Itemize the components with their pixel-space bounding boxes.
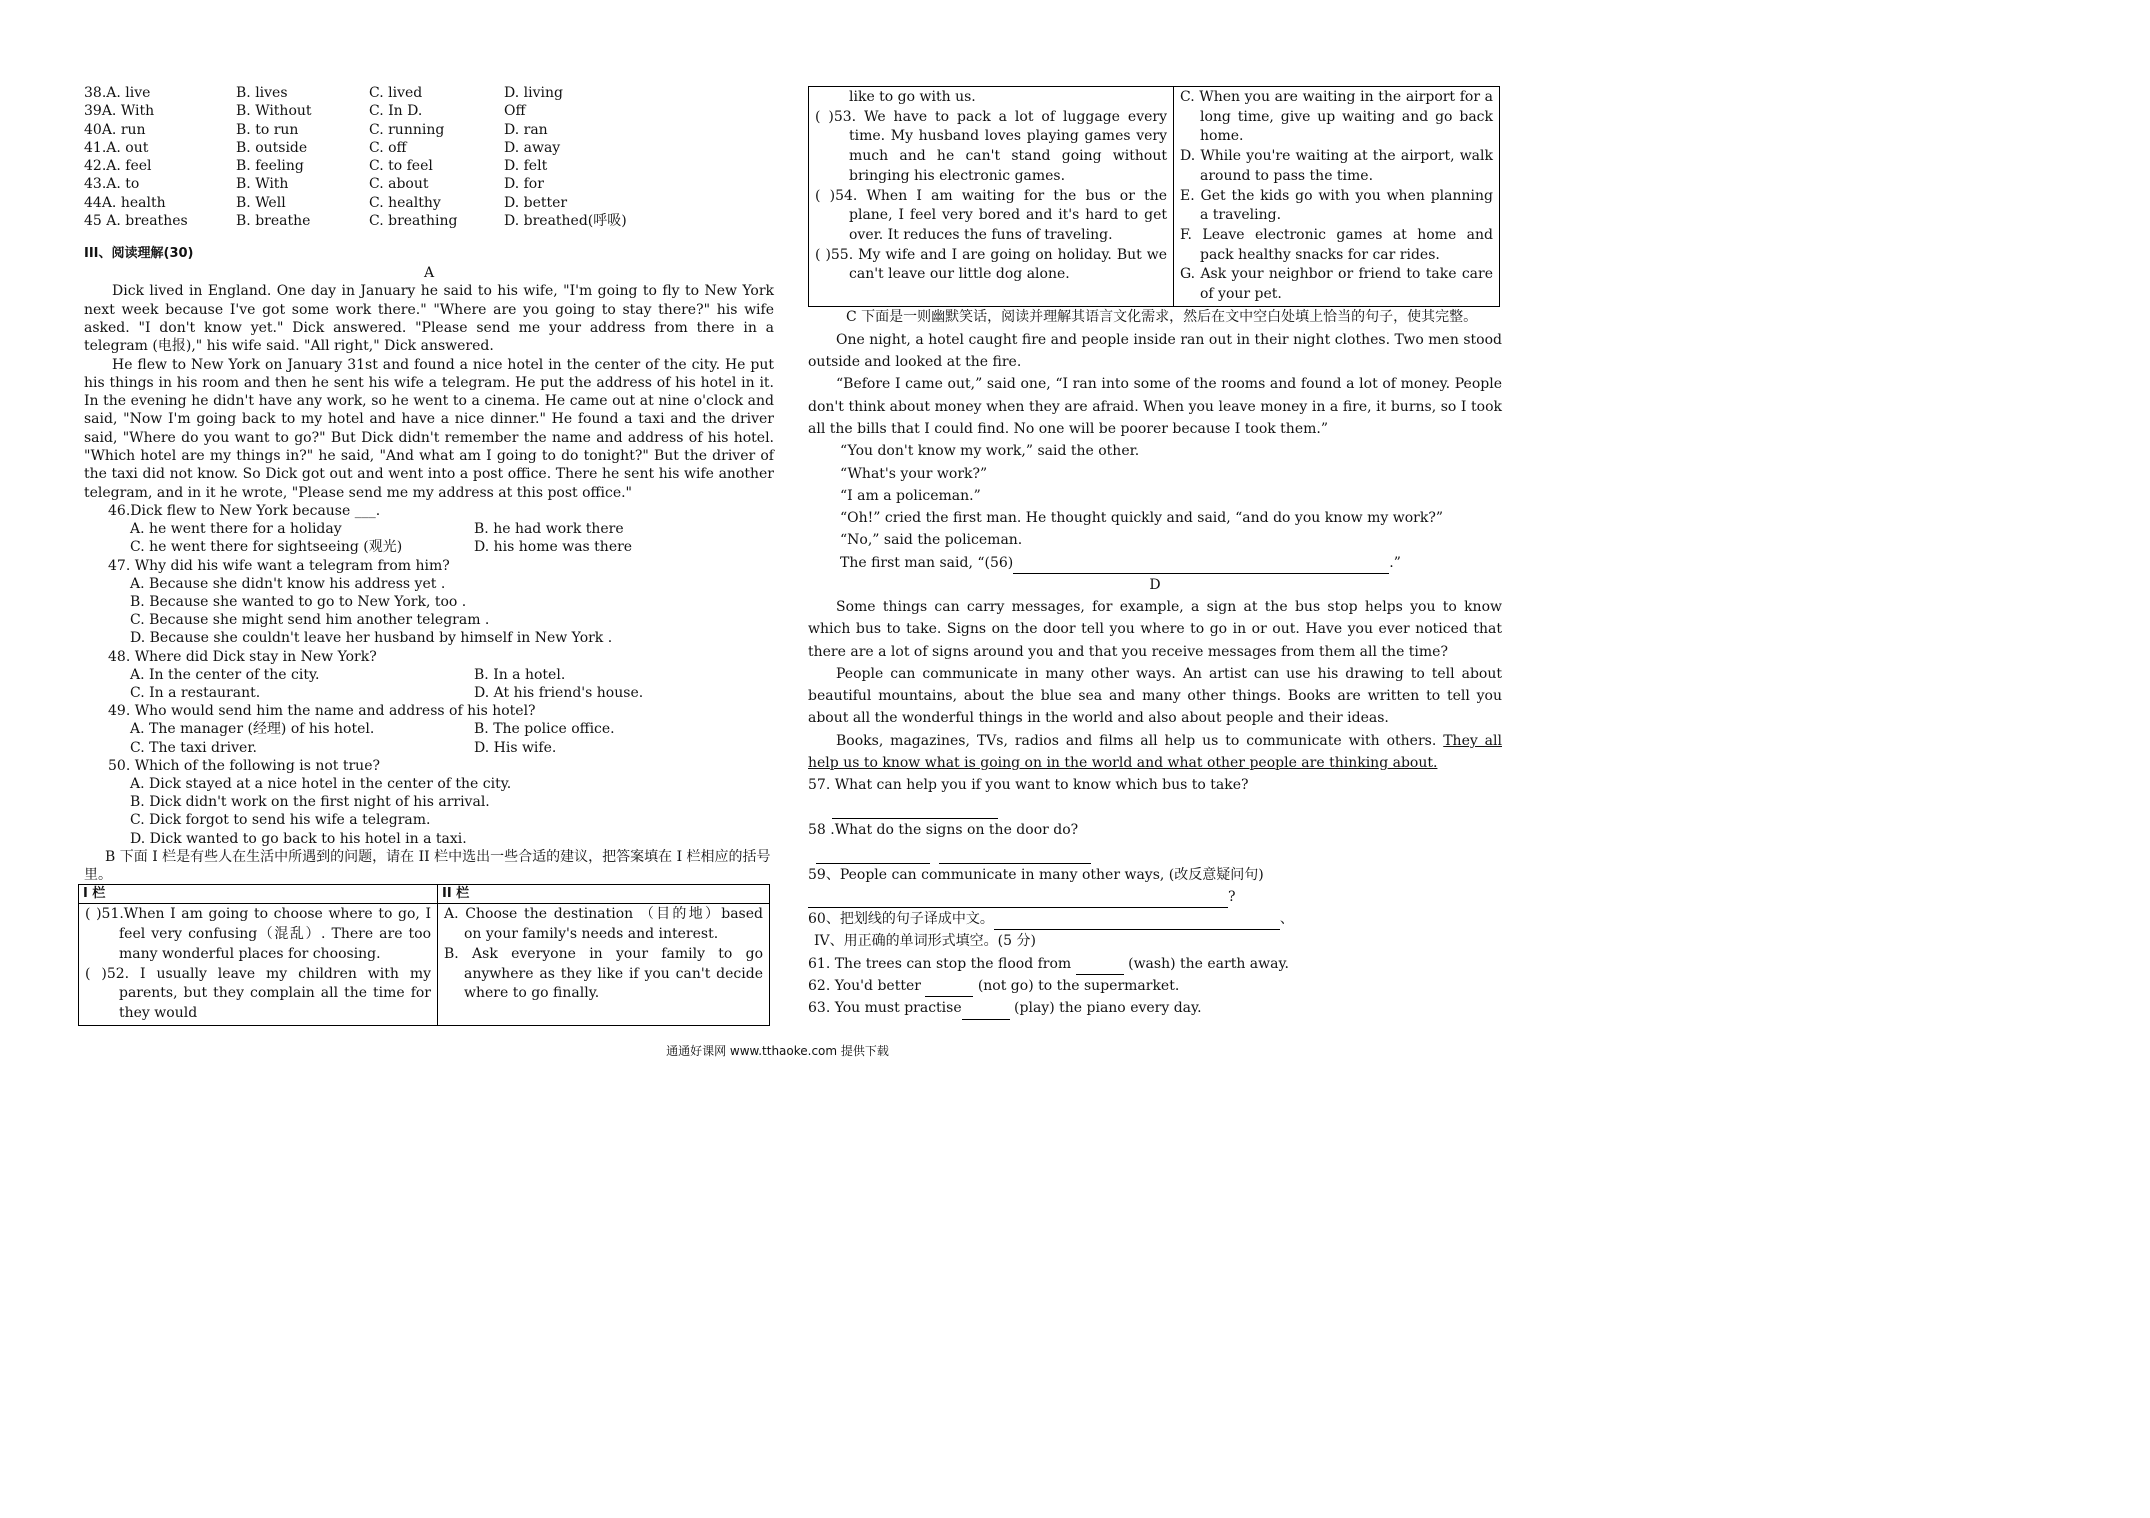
cloze-option: 39A. With (84, 103, 155, 120)
cloze-option: Off (504, 103, 526, 120)
passage-a-label: A (423, 265, 435, 282)
section-b-intro: B 下面 I 栏是有些人在生活中所遇到的问题，请在 II 栏中选出一些合适的建议，把答案填在 I 栏相应的括号里。 (84, 848, 771, 884)
question-60 (808, 908, 1502, 930)
section-c-paragraph: “What's your work?” (840, 465, 988, 482)
answer-57-line[interactable] (808, 797, 1502, 819)
cloze-option: C. off (369, 139, 407, 156)
cloze-option: D. for (504, 176, 544, 193)
option: A. he went there for a holiday (130, 521, 342, 538)
section3-title: III、阅读理解(30) (84, 246, 194, 262)
answer-56-suffix: .” (1389, 554, 1401, 571)
cloze-option: B. outside (236, 139, 308, 156)
option: A. Dick stayed at a nice hotel in the center of the city. (130, 775, 512, 792)
option: D. his home was there (474, 539, 633, 556)
cloze-option: C. about (369, 176, 429, 193)
fill-item (808, 975, 1502, 997)
advice-item: D. While you're waiting at the airport, walk around to pass the time. (1180, 148, 1493, 184)
cloze-option: C. healthy (369, 194, 441, 211)
section-c-paragraph: “I am a policeman.” (840, 487, 981, 504)
cloze-option: C. running (369, 121, 445, 138)
cloze-option: 38.A. live (84, 85, 151, 101)
advice-item: B. Ask everyone in your family to go anywhere as they like if you can't decide where to go finally. (444, 945, 763, 1002)
option: C. The taxi driver. (130, 739, 257, 756)
section-c-intro: C 下面是一则幽默笑话，阅读并理解其语言文化需求，然后在文中空白处填上恰当的句子，使其完整。 (846, 308, 1478, 325)
question-57: 57. What can help you if you want to know which bus to take? (808, 777, 1249, 794)
underlined-sentence: They all help us to know what is going on in the world and what other people are thinking about. (808, 732, 1502, 772)
cloze-options (84, 84, 774, 230)
problems-cell (79, 904, 438, 1025)
question-59: 59、People can communicate in many other ways, (改反意疑问句) (808, 866, 1264, 883)
answer-56-line[interactable] (808, 552, 1502, 574)
question-stem: 47. Why did his wife want a telegram from him? (108, 557, 450, 574)
cloze-option: D. away (504, 139, 561, 156)
option: A. In the center of the city. (130, 666, 320, 683)
section-c-paragraph: “Before I came out,” said one, “I ran into some of the rooms and found a lot of money. People don't think about money when they are afraid. When you leave money in a fire, it burns, so I took all the bills that I could find. No one will be poorer because I took them.” (808, 376, 1502, 437)
section-c-paragraph: “You don't know my work,” said the other. (840, 443, 1140, 460)
passage-d-p2: People can communicate in many other ways. An artist can use his drawing to tell about beautiful mountains, about the blue sea and many other things. Books are written to tell you about all the wonderful things in the world and also about people and their ideas. (808, 665, 1502, 727)
fill-blank[interactable] (962, 1019, 1010, 1020)
cloze-option: B. Without (236, 103, 312, 120)
problem-item: like to go with us. (849, 89, 976, 105)
question-options (84, 666, 774, 702)
cloze-option: 45 A. breathes (84, 213, 188, 230)
q60-text: 60、把划线的句子译成中文。 (808, 911, 994, 928)
passage-d-p3 (808, 730, 1502, 775)
fill-suffix: (not go) to the supermarket. (973, 978, 1180, 995)
cloze-option: C. lived (369, 85, 423, 101)
cloze-option: D. ran (504, 121, 548, 138)
option: B. he had work there (474, 521, 624, 538)
questions-a (84, 502, 774, 848)
option: B. Because she wanted to go to New York, too . (130, 593, 467, 610)
cloze-option: 44A. health (84, 194, 166, 211)
answer-58-line[interactable] (808, 841, 1502, 863)
answer-56-blank[interactable] (1013, 573, 1389, 574)
question-58: 58 .What do the signs on the door do? (808, 821, 1079, 838)
section-b-table-cont (808, 86, 1500, 307)
option: B. The police office. (474, 721, 615, 738)
option: D. His wife. (474, 739, 557, 756)
question-stem: 50. Which of the following is not true? (108, 757, 380, 774)
passage-d-label: D (1149, 577, 1161, 593)
advice-cell-cont (1174, 87, 1500, 307)
question-stem: 48. Where did Dick stay in New York? (108, 648, 377, 665)
cloze-option: C. to feel (369, 158, 433, 175)
cloze-option: C. In D. (369, 103, 423, 120)
answer-59-line[interactable] (808, 886, 1502, 908)
answer-60-line[interactable] (994, 929, 1280, 930)
cloze-option: D. better (504, 194, 568, 211)
section-c-paragraph: One night, a hotel caught fire and people inside ran out in their night clothes. Two men stood outside and looked at the fire. (808, 331, 1502, 371)
problem-item: ( )52. I usually leave my children with my parents, but they complain all the time for they would (85, 965, 431, 1021)
cloze-option: B. Well (236, 194, 286, 211)
option: A. The manager (经理) of his hotel. (130, 721, 375, 738)
cloze-option: C. breathing (369, 213, 458, 230)
option: C. he went there for sightseeing (观光) (130, 539, 403, 556)
cloze-option: D. felt (504, 158, 548, 175)
fill-item (808, 997, 1502, 1019)
cloze-option: B. lives (236, 85, 288, 101)
passage-d-p1: Some things can carry messages, for example, a sign at the bus stop helps you to know which bus to take. Signs on the door tell you where to go in or out. Have you ever noticed that there are a lot of signs around you and that you receive messages from them all the time? (808, 599, 1502, 660)
passage-a-paragraph: Dick lived in England. One day in January he said to his wife, "I'm going to fly to New York next week because I've got some work there." "Where are you going to stay there?" his wife asked. "I don't know yet." Dick answered. "Please send me your address from there in a telegram (电报)," his wife said. "All right," Dick answered. (84, 283, 774, 355)
passage-a (84, 282, 774, 502)
option: D. Because she couldn't leave her husband by himself in New York . (130, 630, 613, 647)
problem-item: ( )53. We have to pack a lot of luggage every time. My husband loves playing games very much and he can't stand going without bringing his electronic games. (815, 108, 1167, 184)
section4-items (808, 953, 1502, 1020)
advice-item: G. Ask your neighbor or friend to take care of your pet. (1180, 266, 1493, 303)
cloze-option: B. breathe (236, 213, 311, 230)
cloze-option: D. breathed(呼吸) (504, 213, 627, 230)
cloze-option: 43.A. to (84, 176, 140, 193)
section-c-paragraph: “No,” said the policeman. (840, 532, 1023, 549)
left-column (84, 84, 774, 1026)
option: B. Dick didn't work on the first night of his arrival. (130, 794, 490, 811)
advice-item: A. Choose the destination （目的地）based on your family's needs and interest. (444, 906, 763, 943)
footer: 通通好课网 www.tthaoke.com 提供下载 (666, 1044, 889, 1058)
fill-prefix: 63. You must practise (808, 1000, 962, 1017)
fill-suffix: (play) the piano every day. (1009, 1000, 1202, 1017)
cloze-option: 41.A. out (84, 139, 149, 156)
advice-cell (438, 904, 770, 1025)
advice-item: C. When you are waiting in the airport for a long time, give up waiting and go back home. (1180, 89, 1493, 145)
option: C. Dick forgot to send his wife a telegram. (130, 812, 431, 829)
cloze-option: D. living (504, 85, 563, 101)
problem-item: ( )51.When I am going to choose where to go, I feel very confusing（混乱）. There are too many wonderful places for choosing. (85, 906, 431, 962)
problem-item: ( )55. My wife and I are going on holiday. But we can't leave our little dog alone. (815, 246, 1167, 283)
fill-prefix: 62. You'd better (808, 978, 926, 995)
advice-item: F. Leave electronic games at home and pack healthy snacks for car rides. (1180, 226, 1493, 263)
option: D. Dick wanted to go back to his hotel in a taxi. (130, 830, 467, 847)
cloze-option: 40A. run (84, 121, 146, 138)
advice-item: E. Get the kids go with you when planning a traveling. (1180, 187, 1493, 224)
question-options (84, 720, 774, 756)
cloze-option: 42.A. feel (84, 158, 152, 175)
section-c (808, 329, 1502, 574)
question-options (84, 575, 774, 648)
option: C. In a restaurant. (130, 684, 261, 701)
cloze-option: B. With (236, 176, 289, 193)
question-stem: 49. Who would send him the name and address of his hotel? (108, 703, 536, 720)
col2-header: II 栏 (438, 885, 770, 904)
problem-item: ( )54. When I am waiting for the bus or the plane, I feel very bored and it's hard to get over. It reduces the funs of traveling. (815, 187, 1167, 243)
right-column (808, 86, 1502, 1020)
fill-prefix: 61. The trees can stop the flood from (808, 955, 1076, 972)
option: B. In a hotel. (474, 666, 566, 683)
question-stem: 46.Dick flew to New York because ___. (108, 502, 381, 519)
section-c-paragraph: “Oh!” cried the first man. He thought quickly and said, “and do you know my work?” (840, 510, 1443, 527)
fill-item (808, 953, 1502, 975)
option: A. Because she didn't know his address yet . (130, 575, 446, 592)
fill-suffix: (wash) the earth away. (1123, 955, 1289, 972)
q59-end: ? (1228, 888, 1236, 905)
cloze-option: B. feeling (236, 158, 304, 175)
passage-d-p3-plain: Books, magazines, TVs, radios and films all help us to communicate with others. (836, 732, 1444, 749)
problems-cell-cont (809, 87, 1174, 307)
question-options (84, 775, 774, 848)
passage-a-paragraph: He flew to New York on January 31st and found a nice hotel in the center of the city. He put his things in his room and then he sent his wife a telegram. He put the address of his hotel in it. In the evening he didn't have any work, so he went to a cinema. He came out at nine o'clock and said, "Now I'm going back to my hotel and have a nice dinner." He found a taxi and the driver said, "Where do you want to go?" But Dick didn't remember the name and address of his hotel. "Which hotel are my things in?" he said, "And what am I going to do tonight?" But the driver of the taxi did not know. So Dick got out and went into a post office. There he sent his wife another telegram, and in it he wrote, "Please send me my address at this post office." (84, 356, 774, 501)
question-options (84, 520, 774, 556)
section4-title: IV、用正确的单词形式填空。(5 分) (814, 933, 1036, 950)
option: C. Because she might send him another telegram . (130, 612, 490, 629)
option: D. At his friend's house. (474, 684, 644, 701)
cloze-option: B. to run (236, 121, 299, 138)
section-b-table (78, 884, 770, 1025)
q60-end: 、 (1279, 911, 1294, 928)
answer-56-prefix: The first man said, “(56) (840, 554, 1014, 571)
col1-header: I 栏 (79, 885, 438, 904)
